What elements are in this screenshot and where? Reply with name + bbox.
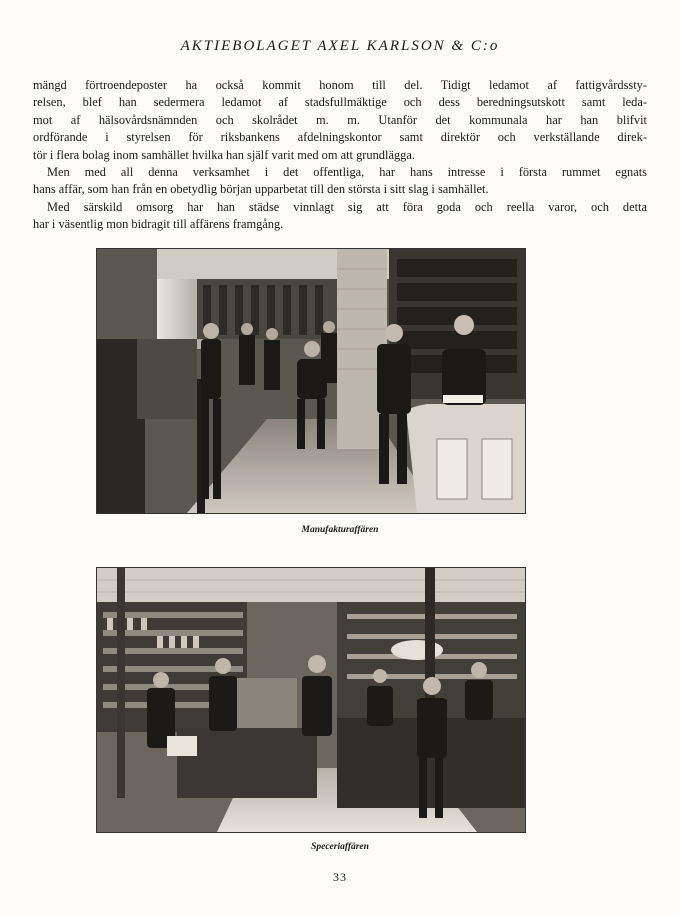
- text-line: hans affär, som han från en obetydlig början upparbetat till den största i sitt slag i samhället.: [33, 182, 489, 197]
- photo-speceri: [96, 567, 526, 833]
- running-header: AKTIEBOLAGET AXEL KARLSON & C:o: [180, 38, 500, 54]
- body-text: [33, 77, 647, 234]
- page-number: 33: [333, 870, 347, 884]
- figure-caption: Manufakturaffären: [301, 525, 379, 535]
- text-line: mängd förtroendeposter ha också kommit honom till del. Tidigt ledamot af fattigvårdssty-: [33, 78, 647, 92]
- figure-caption: Speceriaffären: [311, 842, 369, 852]
- text-line: relsen, blef han sedermera ledamot af stadsfullmäktige och dess beredningsutskott samt leda-: [33, 95, 647, 110]
- text-line: ordförande i styrelsen för riksbankens afdelningskontor samt direktör och verkställande direk-: [33, 130, 647, 145]
- text-line: tör i flera bolag inom samhället hvilka han själf varit med om att grundlägga.: [33, 147, 415, 162]
- text-line: har i väsentlig mon bidragit till affärens framgång.: [33, 217, 284, 232]
- photo-manufaktur: [96, 248, 526, 514]
- text-line: Men med all denna verksamhet i det offentliga, har hans intresse i första rummet egnats: [47, 165, 647, 180]
- text-line: mot af hälsovårdsnämnden och skolrådet m. m. Utanför det kommunala har han blifvit: [33, 112, 647, 127]
- text-line: Med särskild omsorg har han städse vinnlagt sig att föra goda och reella varor, och detta: [47, 199, 647, 214]
